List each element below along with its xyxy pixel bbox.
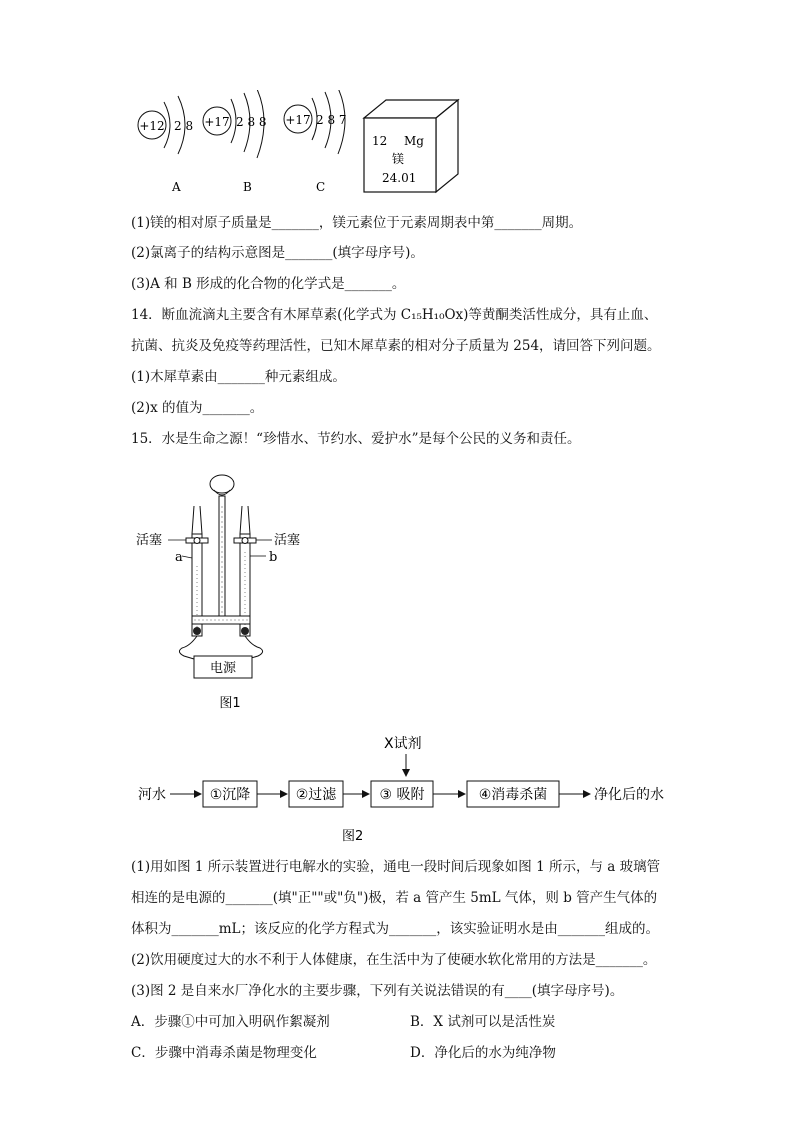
purified-water-label: 净化后的水	[594, 787, 664, 803]
element-symbol: Mg	[404, 134, 424, 148]
q15-part1-line1: (1)用如图 1 所示装置进行电解水的实验，通电一段时间后现象如图 1 所示，与 a 玻璃管	[131, 859, 661, 875]
river-water-label: 河水	[138, 787, 166, 803]
q15-option-c: C．步骤中消毒杀菌是物理变化	[131, 1045, 317, 1061]
atom-b-shells: 2 8 8	[236, 115, 267, 129]
power-supply-label: 电源	[209, 661, 237, 676]
step4-label: ④消毒杀菌	[478, 787, 548, 803]
water-purification-flowchart	[130, 732, 680, 847]
atom-a-shells: 2 8	[174, 119, 194, 133]
step1-label: ①沉降	[209, 787, 251, 803]
step2-label: ②过滤	[295, 787, 337, 803]
q15-option-a: A．步骤①中可加入明矾作絮凝剂	[131, 1014, 330, 1030]
atom-a-nucleus: +12	[139, 119, 165, 133]
atom-structure-figure	[130, 90, 470, 200]
atom-c-shells: 2 8 7	[316, 113, 347, 127]
q14-part1: (1)木犀草素由_______种元素组成。	[131, 369, 346, 385]
atom-b-label: B	[243, 180, 252, 194]
atom-a-diagram	[138, 96, 193, 194]
q13-part1: (1)镁的相对原子质量是_______，镁元素位于元素周期表中第_______周期。	[131, 215, 583, 231]
q15-option-d: D．净化后的水为纯净物	[410, 1045, 556, 1061]
electrolysis-apparatus-figure	[130, 466, 310, 716]
element-card-mg	[364, 100, 458, 192]
q15-option-b: B．X 试剂可以是活性炭	[410, 1014, 556, 1030]
q15-part1-line2: 相连的是电源的_______(填"正""或"负")极，若 a 管产生 5mL 气体，则 b 管产生气体的	[131, 890, 658, 906]
element-name: 镁	[392, 152, 405, 166]
q13-part3: (3)A 和 B 形成的化合物的化学式是_______。	[131, 276, 406, 292]
figure1-caption: 图1	[219, 696, 241, 711]
atom-a-label: A	[172, 180, 181, 194]
q14-part2: (2)x 的值为_______。	[131, 400, 264, 416]
q15-part1-line3: 体积为_______mL；该反应的化学方程式为_______，该实验证明水是由_______组成的。	[131, 921, 660, 937]
x-reagent-label: X试剂	[384, 736, 422, 752]
atom-c-nucleus: +17	[285, 113, 311, 127]
tube-b-label: b	[269, 550, 278, 565]
atom-c-label: C	[316, 180, 326, 194]
q14-stem-line1: 14．断血流滴丸主要含有木犀草素(化学式为 C₁₅H₁₀Ox)等黄酮类活性成分，具有止血、	[131, 307, 658, 323]
atom-c-diagram	[284, 90, 347, 194]
q15-stem: 15．水是生命之源！“珍惜水、节约水、爱护水”是每个公民的义务和责任。	[131, 431, 581, 447]
q13-part2: (2)氯离子的结构示意图是_______(填字母序号)。	[131, 245, 424, 261]
element-mass: 24.01	[382, 171, 417, 185]
atom-b-diagram	[203, 90, 267, 194]
right-stopcock-label: 活塞	[274, 533, 301, 548]
element-number: 12	[372, 134, 388, 148]
q15-part3: (3)图 2 是自来水厂净化水的主要步骤，下列有关说法错误的有____(填字母序号)。	[131, 983, 624, 999]
figure2-caption: 图2	[342, 829, 364, 844]
step3-label: ③ 吸附	[379, 787, 425, 803]
q15-part2: (2)饮用硬度过大的水不利于人体健康，在生活中为了使硬水软化常用的方法是_______。	[131, 952, 657, 968]
q14-stem-line2: 抗菌、抗炎及免疫等药理活性，已知木犀草素的相对分子质量为 254，请回答下列问题。	[131, 338, 661, 354]
left-stopcock-label: 活塞	[136, 533, 163, 548]
tube-a-label: a	[175, 550, 183, 565]
atom-b-nucleus: +17	[204, 115, 230, 129]
